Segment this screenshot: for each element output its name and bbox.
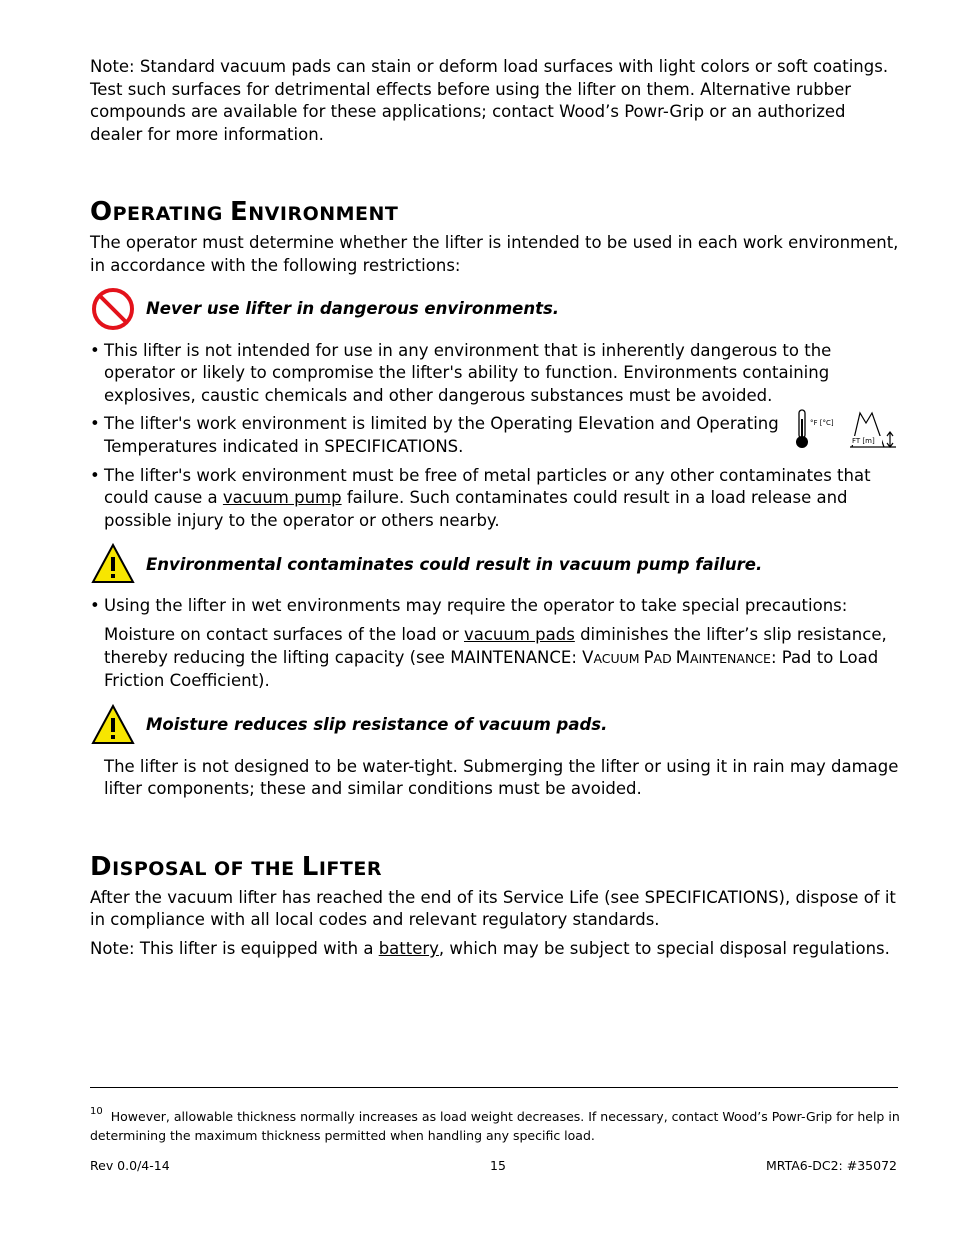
footnote-text: However, allowable thickness normally increases as load weight decreases. If necessary, contact Wood’s Powr-Grip for help in determining the maximum thickness permitted when handling any specific load. — [90, 1109, 900, 1143]
prohibited-icon — [90, 287, 136, 331]
battery-note: Note: This lifter is equipped with a battery, which may be subject to special disposal regulations. — [90, 939, 890, 959]
section1-intro: The operator must determine whether the lifter is intended to be used in each work environment, in accordance with the following restrictions: — [90, 233, 899, 275]
warning-text: Environmental contaminates could result in vacuum pump failure. — [146, 554, 763, 574]
footnote-divider — [90, 1087, 898, 1088]
bullet-elevation-row — [90, 413, 900, 458]
warning-icon — [90, 542, 136, 586]
link-vacuum-pump[interactable]: vacuum pump — [222, 488, 342, 508]
bullet-dangerous: • This lifter is not intended for use in any environment that is inherently dangerous to the operator or likely to compromise the lifter's ability to function. Environments containing explosives, caustic chemicals and other dangerous substances must be avoided. — [90, 340, 900, 408]
link-vacuum-pads[interactable]: vacuum pads — [463, 624, 575, 644]
warning-text: Never use lifter in dangerous environments. — [146, 299, 560, 319]
warning-contaminates — [90, 542, 900, 586]
water-paragraph: The lifter is not designed to be water-tight. Submerging the lifter or using it in rain may damage lifter components; these and similar conditions must be avoided. — [104, 756, 899, 799]
footer-page-number: 15 — [490, 1158, 506, 1173]
warning-icon — [90, 703, 136, 747]
bullet-contaminates: • The lifter's work environment must be free of metal particles or any other contaminates that could cause a vacuum pump failure. Such contaminates could result in a load release and possible injury to the operator or others nearby. — [90, 465, 900, 533]
footer-document-id: MRTA6-DC2: #35072 — [766, 1158, 897, 1173]
elev-label: FT [m] — [852, 437, 875, 446]
footnote-number: 10 — [90, 1106, 103, 1117]
footnote — [90, 1102, 900, 1145]
footer-revision: Rev 0.0/4-14 — [90, 1158, 170, 1173]
disposal-paragraph: After the vacuum lifter has reached the end of its Service Life (see SPECIFICATIONS), dispose of it in compliance with all local codes and relevant regulatory standards. — [90, 887, 896, 930]
warning-moisture — [90, 703, 900, 747]
bullet-elevation: • The lifter's work environment is limited by the Operating Elevation and Operating Temperatures indicated in SPECIFICATIONS. — [90, 413, 794, 458]
elevation-icon — [848, 407, 898, 451]
link-battery[interactable]: battery — [378, 939, 439, 959]
thermometer-icon — [792, 407, 838, 451]
temp-label: °F [°C] — [810, 419, 834, 428]
bullet-wet: • Using the lifter in wet environments may require the operator to take special precautions: — [90, 595, 900, 618]
warning-text: Moisture reduces slip resistance of vacuum pads. — [146, 715, 608, 735]
warning-dangerous-environments — [90, 287, 900, 331]
note-top: Note: Standard vacuum pads can stain or deform load surfaces with light colors or soft coatings. Test such surfaces for detrimental effects before using the lifter on them. Alternative rubber compounds are available for these applications; contact Wood’s Powr-Grip or an authorized dealer for more information. — [90, 57, 889, 144]
section-title-disposal: DISPOSAL OF THE LIFTER — [90, 851, 382, 882]
moisture-paragraph: Moisture on contact surfaces of the load or vacuum pads diminishes the lifter’s slip resistance, thereby reducing the lifting capacity (see MAINTENANCE: VACUUM PAD MAINTENANCE: Pad to Load Friction Coefficient). — [104, 624, 887, 691]
section-title-operating-environment: OPERATING ENVIRONMENT — [90, 197, 399, 228]
page-body — [90, 56, 900, 961]
